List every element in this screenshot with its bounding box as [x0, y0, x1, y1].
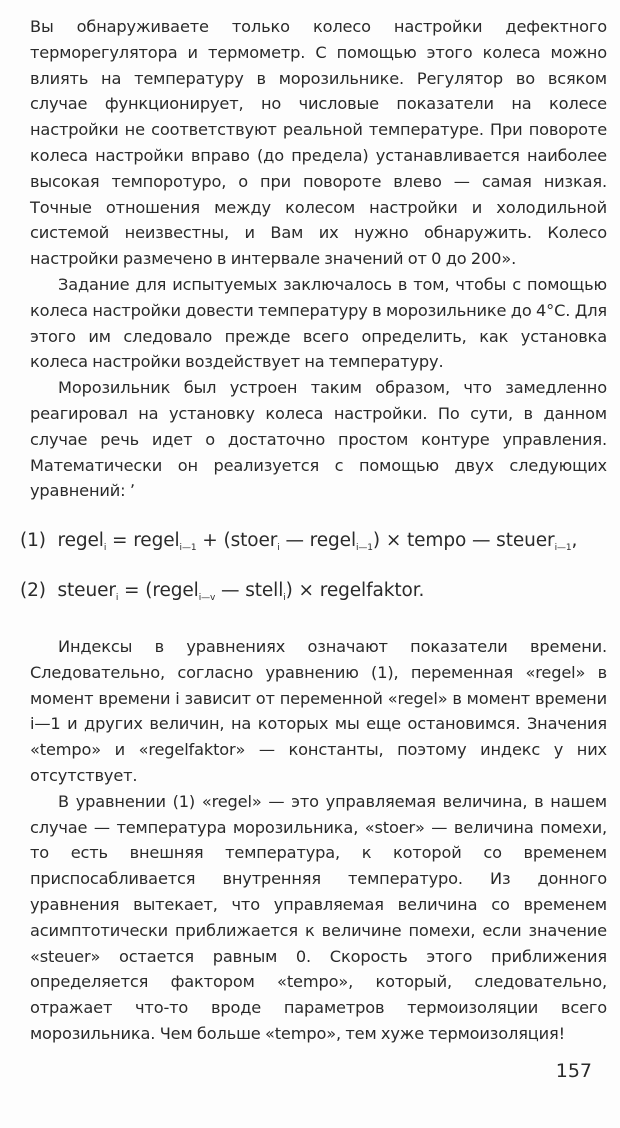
- equation-index: i—v: [198, 593, 216, 603]
- paragraph: В уравнении (1) «regel» — это управляемая величина, в нашем случае — температура морозильника, «stoer» — величина помехи, то есть внешняя температура, к которой со временем приспосабливается внутренняя температуро. Из донного уравнения вытекает, что управляемая величина со временем асимптотически приближается к величине помехи, если значение «steuer» остается равным 0. Скорость этого приближения определяется фактором «tempo», который, следовательно, отражает что-то вроде параметров термоизоляции всего морозильника. Чем больше «tempo», тем хуже термоизоляция!: [30, 791, 607, 1043]
- equation-index: i: [277, 543, 280, 553]
- paragraph: Морозильник был устроен таким образом, что замедленно реагировал на установку колеса настройки. По сути, в данном случае речь идет о достаточно простом контуре управления. Математически он реализуется с помощью двух следующих уравнений: ʼ: [30, 378, 607, 501]
- equation-index: i—1: [179, 543, 197, 553]
- equation-term: = (regel: [118, 580, 199, 601]
- equation-term: ) × regelfaktor.: [285, 580, 425, 601]
- equation-term: ,: [571, 530, 578, 551]
- equation-term: regel: [57, 530, 104, 551]
- equation-number: (2): [20, 580, 46, 601]
- text-block-top: [30, 14, 607, 504]
- paragraph: Индексы в уравнениях означают показатели времени. Следовательно, согласно уравнению (1), переменная «regel» в момент времени i зависит от переменной «regel» в момент времени i—1 и других величин, на которых мы еще остановимся. Значения «tempo» и «regelfaktor» — константы, поэтому индекс у них отсутствует.: [30, 637, 607, 785]
- equation-index: i: [103, 543, 107, 553]
- paragraph: Вы обнаруживаете только колесо настройки дефектного терморегулятора и термометр. С помощью этого колеса можно влиять на температуру в морозильнике. Регулятор во всяком случае функционирует, но числовые показатели на колесе настройки не соответствуют реальной температуре. При повороте колеса настройки вправо (до предела) устанавливается наиболее высокая темпоротуро, о при повороте влево — самая низкая. Точные отношения между колесом настройки и холодильной системой неизвестны, и Вам их нужно обнаружить. Колесо настройки размечено в интервале значений от 0 до 200».: [30, 17, 607, 269]
- page-number: 157: [555, 1060, 592, 1082]
- equation-term: ) × tempo — steuer: [372, 530, 555, 551]
- equation-index: i: [115, 593, 119, 603]
- equation-term: steuer: [57, 580, 116, 601]
- equation-index: i—1: [554, 543, 572, 553]
- equation-term: + (stoer: [196, 530, 278, 551]
- paragraph: Задание для испытуемых заключалось в том, чтобы с помощью колеса настройки довести температуру в морозильнике до 4°С. Для этого им следовало прежде всего определить, как установка колеса настройки воздействует на температуру.: [30, 274, 607, 372]
- equation-term: — regel: [279, 530, 356, 551]
- text-block-bottom: [30, 634, 607, 1047]
- equation-number: (1): [20, 530, 46, 551]
- equation-index: i—1: [355, 543, 373, 553]
- equation-index: i: [283, 593, 286, 603]
- equation-1: [20, 530, 610, 553]
- equation-term: — stell: [215, 580, 284, 601]
- equation-term: = regel: [106, 530, 180, 551]
- equation-2: [20, 580, 610, 603]
